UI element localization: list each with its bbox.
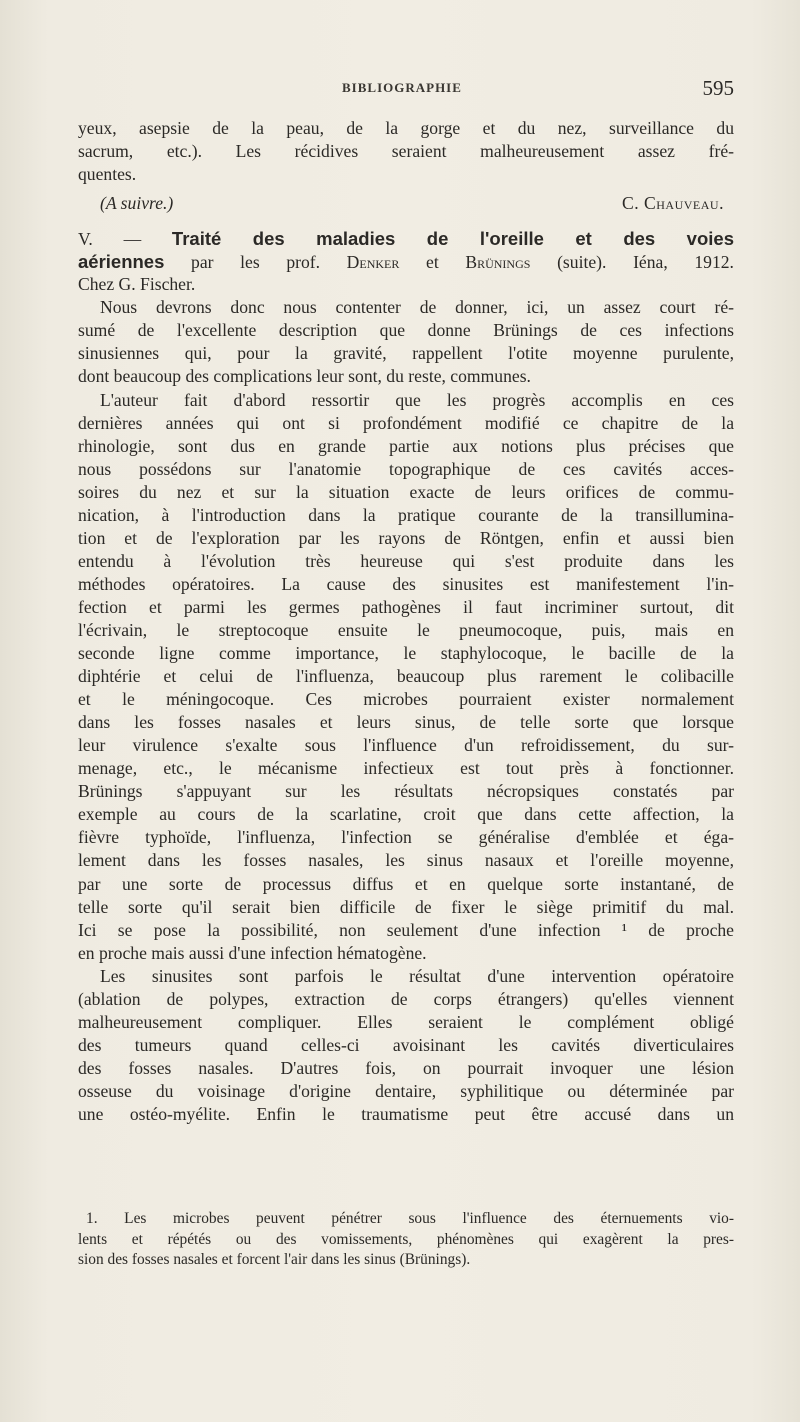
main-text — [78, 117, 734, 1126]
text-line: en proche mais aussi d'une infection hématogène. — [78, 942, 427, 963]
text-line: L'auteur fait d'abord ressortir que les progrès accomplis en ces — [100, 389, 734, 410]
footnote-line: 1. Les microbes peuvent pénétrer sous l'influence des éternuements vio- — [86, 1210, 734, 1227]
review-title-end: aériennes — [78, 251, 165, 273]
review-by: par les prof. — [191, 252, 321, 273]
text-line: lement dans les fosses nasales, les sinus nasaux et l'oreille moyenne, — [78, 850, 734, 871]
text-line: menage, etc., le mécanisme infectieux est tout près à fonctionner. — [78, 758, 734, 779]
text-line: Nous devrons donc nous contenter de donner, ici, un assez court ré- — [100, 297, 734, 318]
page-number: 595 — [702, 76, 734, 100]
text-line: dont beaucoup des complications leur sont, du reste, communes. — [78, 366, 531, 387]
text-line: Les sinusites sont parfois le résultat d'une intervention opératoire — [100, 965, 734, 986]
text-line: soires du nez et sur la situation exacte de leurs orifices de commu- — [78, 481, 734, 502]
text-line: dernières années qui ont si profondément modifié ce chapitre de la — [78, 412, 734, 433]
review-author-1: Denker — [346, 252, 400, 273]
text-line: fection et parmi les germes pathogènes il faut incriminer surtout, dit — [78, 596, 734, 617]
text-line: malheureusement compliquer. Elles seraient le complément obligé — [78, 1011, 734, 1032]
text-line: seconde ligne comme importance, le staphylocoque, le bacille de la — [78, 643, 734, 664]
footnote-line: sion des fosses nasales et forcent l'air dans les sinus (Brünings). — [78, 1251, 471, 1268]
review-suite: (suite). Iéna, 1912. — [557, 252, 734, 273]
text-line: sacrum, etc.). Les récidives seraient malheureusement assez fré- — [78, 141, 734, 162]
text-line: dans les fosses nasales et leurs sinus, de telle sorte que lorsque — [78, 712, 734, 733]
text-line: l'écrivain, le streptocoque ensuite le pneumocoque, puis, mais en — [78, 619, 734, 640]
review-author-2: Brünings — [465, 252, 531, 273]
text-line: Brünings s'appuyant sur les résultats nécropsiques constatés par — [78, 781, 734, 802]
text-line: sinusiennes qui, pour la gravité, rappellent l'otite moyenne purulente, — [78, 343, 734, 364]
page-header — [78, 76, 734, 104]
text-line: méthodes opératoires. La cause des sinusites est manifestement l'in- — [78, 573, 734, 594]
text-line: rhinologie, sont dus en grande partie aux notions plus précises que — [78, 435, 734, 456]
review-body — [78, 296, 734, 1126]
text-line: des tumeurs quand celles-ci avoisinant les cavités diverticulaires — [78, 1034, 734, 1055]
text-line: des fosses nasales. D'autres fois, on pourrait invoquer une lésion — [78, 1057, 734, 1078]
review-heading-line-2 — [78, 250, 734, 273]
text-line: fièvre typhoïde, l'influenza, l'infection se généralise d'emblée et éga- — [78, 827, 734, 848]
text-line: par une sorte de processus diffus et en quelque sorte instantané, de — [78, 873, 734, 894]
review-publisher: Chez G. Fischer. — [78, 274, 196, 295]
review-author: C. Chauveau. — [622, 193, 724, 214]
text-line: yeux, asepsie de la peau, de la gorge et du nez, surveillance du — [78, 118, 734, 138]
review-number: V. — — [78, 229, 142, 250]
text-line: telle sorte qu'il serait bien difficile de fixer le siège primitif du mal. — [78, 896, 734, 917]
footnote-line: lents et répétés ou des vomissements, phénomènes qui exagèrent la pres- — [78, 1230, 734, 1248]
to-be-continued: (A suivre.) — [100, 193, 174, 214]
text-line: nication, à l'introduction dans la pratique courante de la transillumina- — [78, 504, 734, 525]
text-line: entendu à l'évolution très heureuse qui s'est produite dans les — [78, 550, 734, 571]
text-line: (ablation de polypes, extraction de corps étrangers) qu'elles viennent — [78, 988, 734, 1009]
running-head: BIBLIOGRAPHIE — [342, 80, 462, 95]
text-line: tion et de l'exploration par les rayons de Röntgen, enfin et aussi bien — [78, 527, 734, 548]
text-line: une ostéo-myélite. Enfin le traumatisme peut être accusé dans un — [78, 1103, 734, 1124]
text-line: diphtérie et celui de l'influenza, beaucoup plus rarement le colibacille — [78, 666, 734, 687]
text-line: leur virulence s'exalte sous l'influence d'un refroidissement, du sur- — [78, 735, 734, 756]
text-line: osseuse du voisinage d'origine dentaire, syphilitique ou déterminée par — [78, 1080, 734, 1101]
review-title: Traité des maladies de l'oreille et des voies — [171, 228, 734, 250]
text-line: exemple au cours de la scarlatine, croit que dans cette affection, la — [78, 804, 734, 825]
text-line: et le méningocoque. Ces microbes pourraient exister normalement — [78, 689, 734, 710]
footnote — [78, 1209, 734, 1271]
continuation-footer — [78, 192, 734, 215]
text-line: Ici se pose la possibilité, non seulement d'une infection ¹ de proche — [78, 919, 734, 940]
review-heading-line-1 — [78, 227, 734, 250]
text-line: quentes. — [78, 164, 137, 185]
text-line: sumé de l'excellente description que donne Brünings de ces infections — [78, 320, 734, 341]
review-et: et — [426, 252, 439, 273]
text-line: nous possédons sur l'anatomie topographique de ces cavités acces- — [78, 458, 734, 479]
